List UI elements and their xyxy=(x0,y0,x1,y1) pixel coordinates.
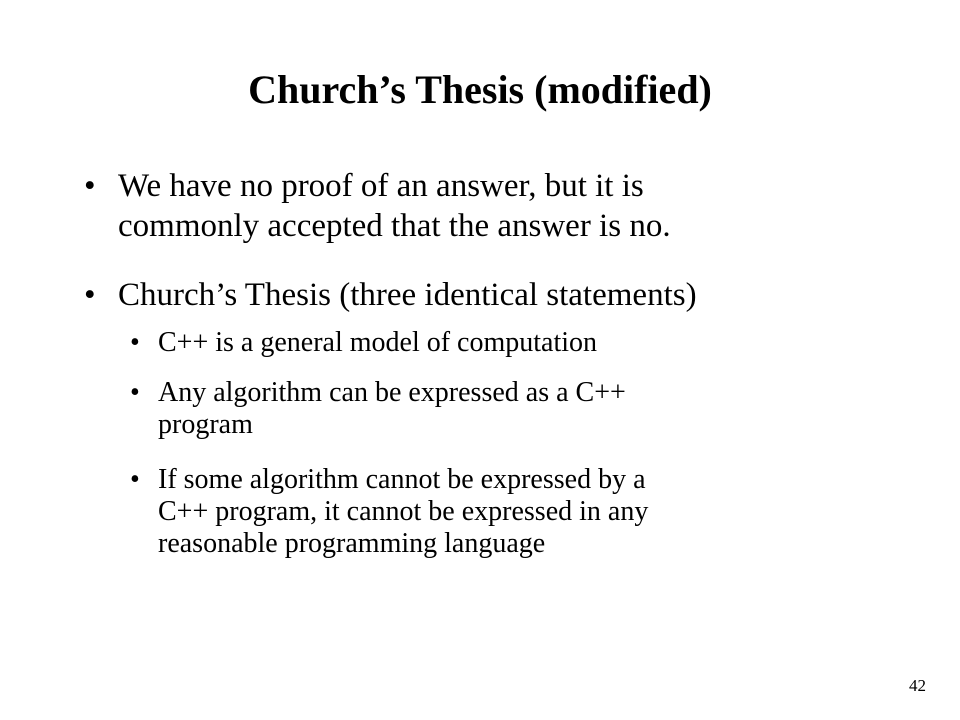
bullet-dot-icon: • xyxy=(130,327,140,358)
bullet-dot-icon: • xyxy=(130,464,140,495)
bullet-text-line: Any algorithm can be expressed as a C++ xyxy=(158,377,626,408)
bullet-text-line: We have no proof of an answer, but it is xyxy=(118,168,644,204)
sub-bullet-item-general-model xyxy=(130,327,830,359)
bullet-text-line: C++ program, it cannot be expressed in any xyxy=(158,496,649,527)
bullet-text-line: commonly accepted that the answer is no. xyxy=(118,208,671,244)
bullet-text-line: reasonable programming language xyxy=(158,528,546,559)
bullet-item-no-proof xyxy=(84,166,884,246)
slide-title: Church’s Thesis (modified) xyxy=(248,67,712,112)
bullet-dot-icon: • xyxy=(130,377,140,408)
bullet-item-churchs-thesis xyxy=(84,275,884,315)
bullet-text-line: C++ is a general model of computation xyxy=(158,327,598,358)
bullet-text-line: Church’s Thesis (three identical statements) xyxy=(118,277,697,313)
bullet-dot-icon: • xyxy=(84,168,96,204)
bullet-text-line: If some algorithm cannot be expressed by a xyxy=(158,464,646,495)
bullet-text-line: program xyxy=(158,409,253,440)
sub-bullet-item-any-algorithm xyxy=(130,377,830,441)
page-number: 42 xyxy=(909,676,926,695)
bullet-dot-icon: • xyxy=(84,277,96,313)
sub-bullet-item-cannot-be-expressed xyxy=(130,464,830,560)
